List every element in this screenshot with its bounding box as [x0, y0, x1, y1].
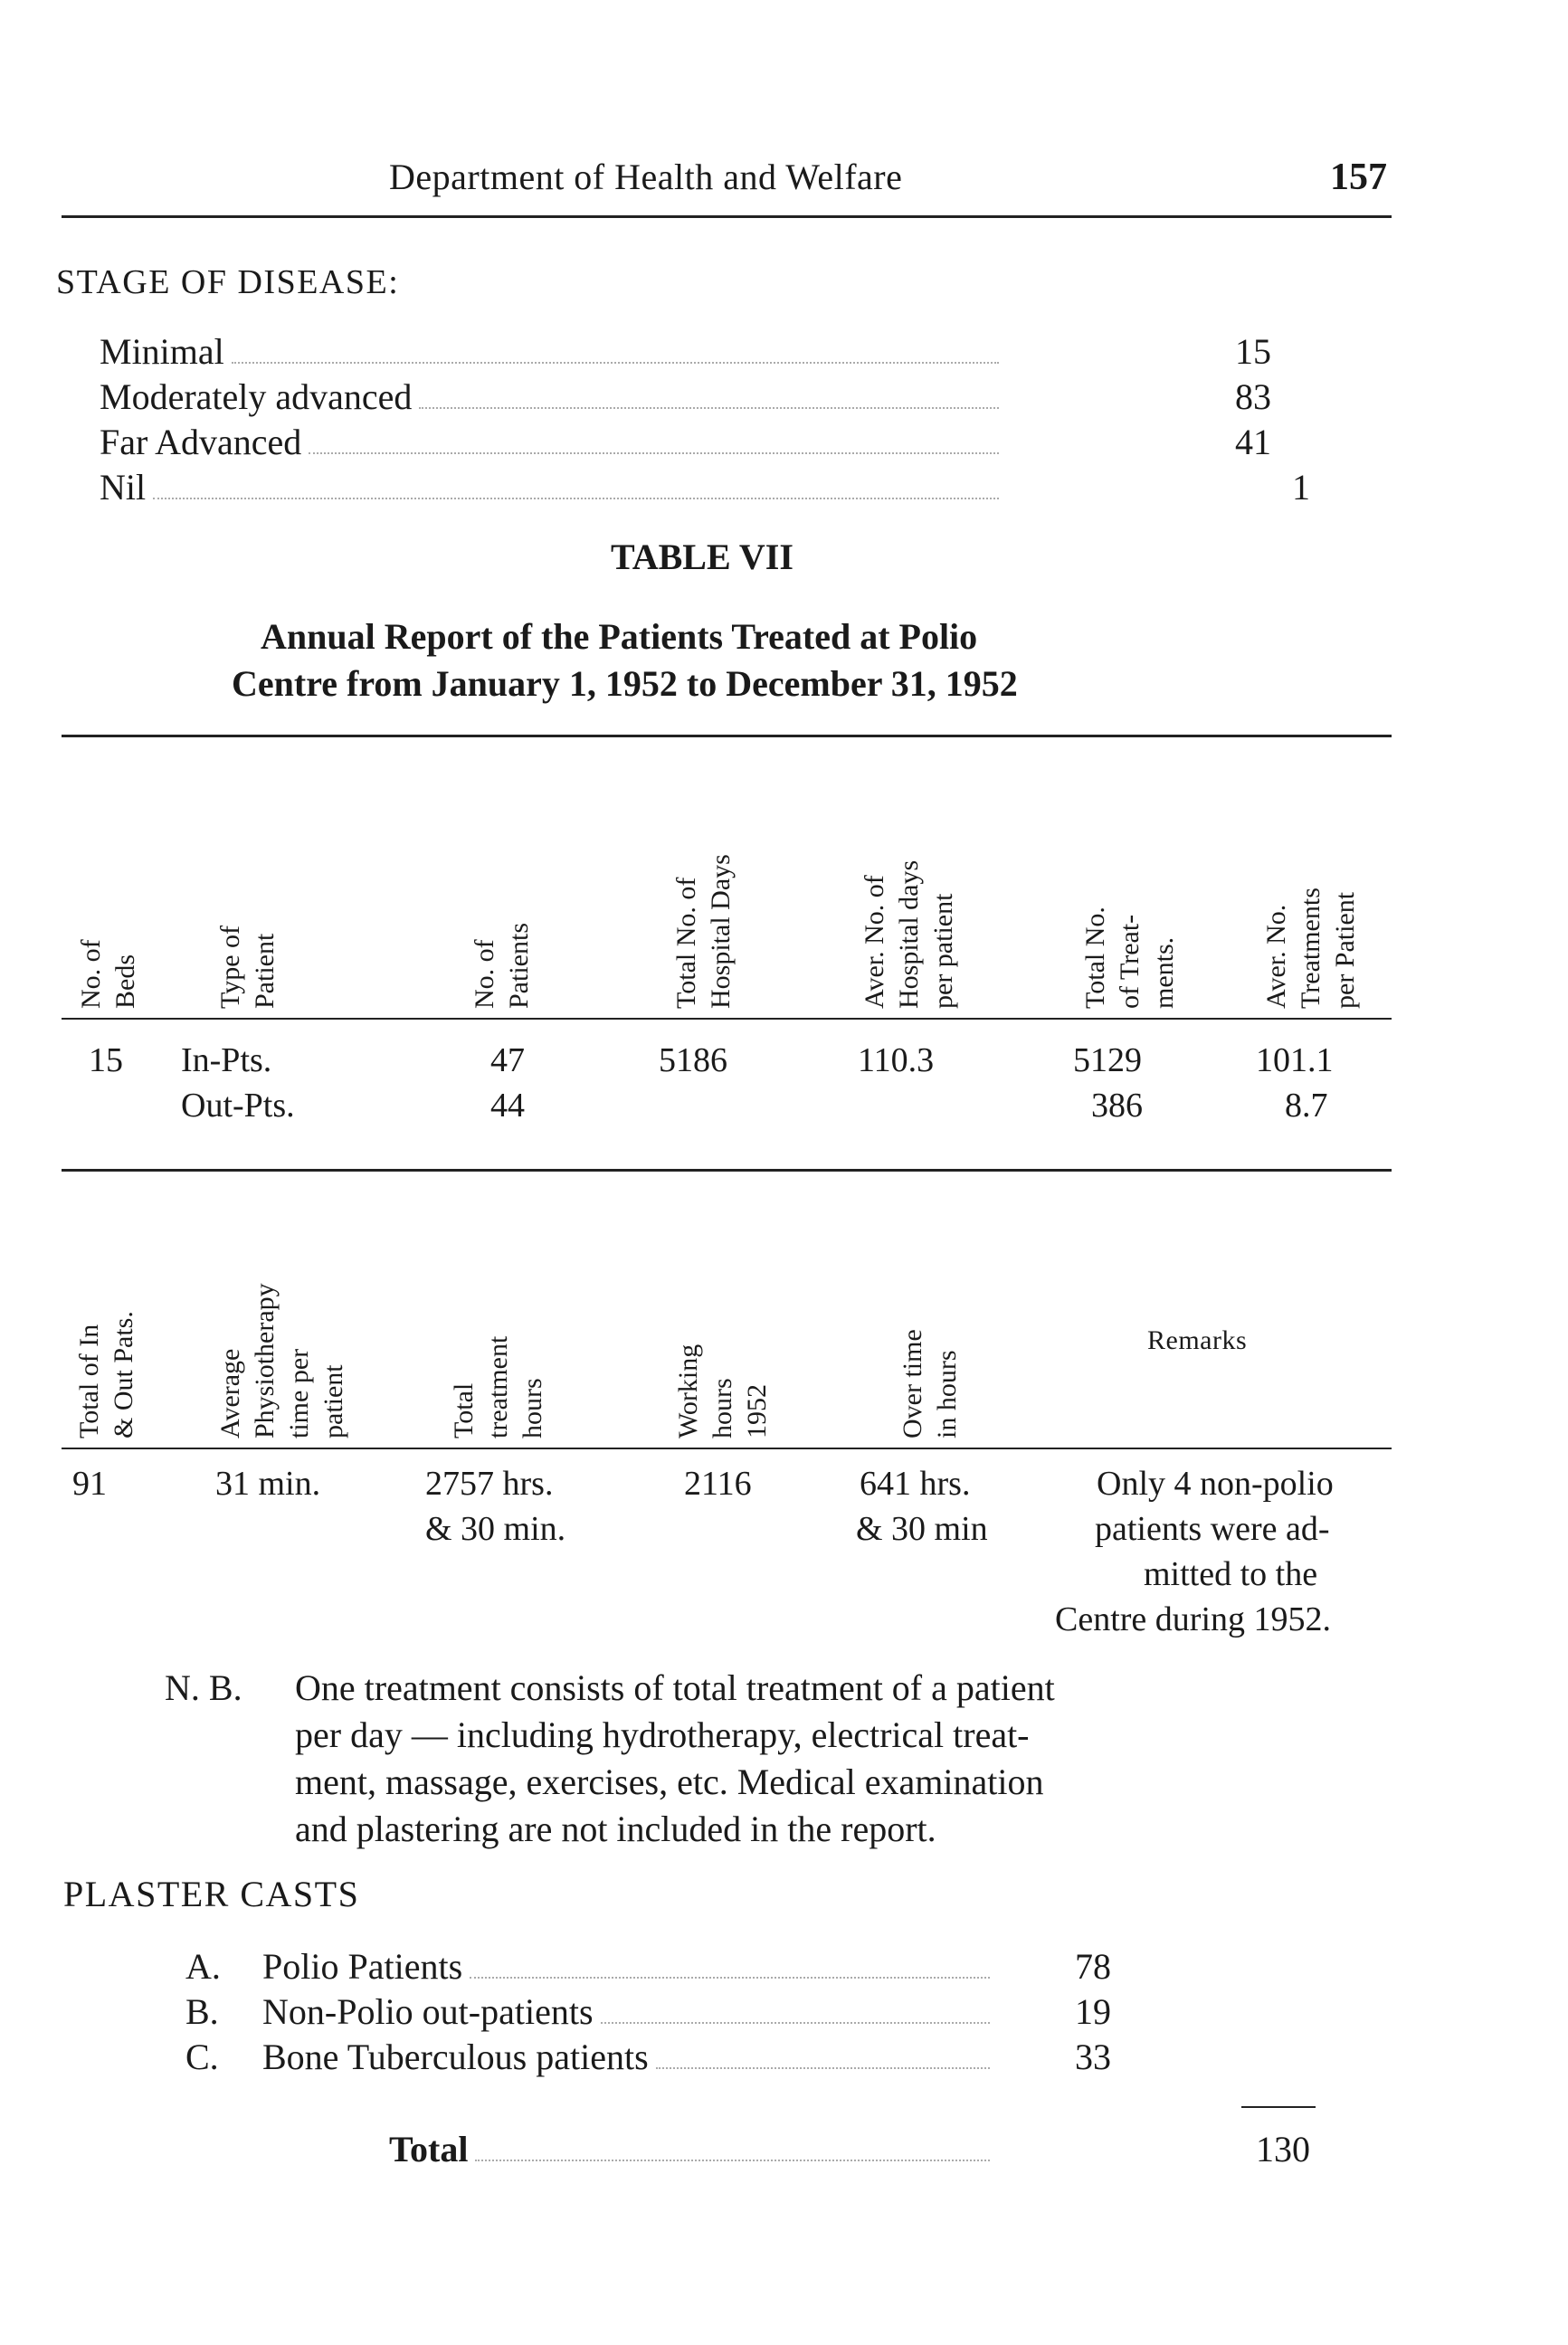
- col-head-avg-days: Aver. No. of Hospital days per patient: [860, 859, 958, 1009]
- col-head-total-in-out: Total of In & Out Pats.: [74, 1311, 138, 1438]
- plaster-total: Total: [389, 2128, 995, 2171]
- cell-avg-treatments-out: 8.7: [1285, 1087, 1328, 1125]
- cell-avg-time: 31 min.: [215, 1465, 321, 1503]
- col-head-hospital-days: Total No. of Hospital Days: [671, 854, 736, 1009]
- remarks-line-1: Only 4 non-polio: [1097, 1465, 1334, 1503]
- stage-item-minimal: Minimal: [100, 330, 1004, 374]
- lower-header-rule: [62, 1448, 1392, 1449]
- cell-beds: 15: [89, 1041, 123, 1079]
- table-number: TABLE VII: [611, 536, 794, 577]
- cell-patients-out: 44: [490, 1087, 525, 1125]
- note-prefix: N. B.: [165, 1667, 242, 1708]
- plaster-value-c: 33: [1075, 2036, 1111, 2077]
- table-title-line2: Centre from January 1, 1952 to December 31, 1952: [232, 663, 1018, 704]
- note-line-1: One treatment consists of total treatment of a patient: [295, 1667, 1055, 1708]
- stage-item-nil: Nil: [100, 466, 1004, 509]
- cell-working-hours: 2116: [684, 1465, 752, 1503]
- col-head-type: Type of Patient: [215, 925, 280, 1009]
- plaster-total-value: 130: [1256, 2129, 1310, 2169]
- stage-item-moderate: Moderately advanced: [100, 375, 1004, 419]
- page-number: 157: [1330, 157, 1387, 198]
- stage-heading: STAGE OF DISEASE:: [56, 263, 400, 301]
- running-title: Department of Health and Welfare: [389, 157, 903, 197]
- cell-avg-treatments-in: 101.1: [1256, 1041, 1334, 1079]
- col-head-beds: No. of Beds: [76, 939, 140, 1009]
- col-head-working-hours: Working hours 1952: [673, 1343, 772, 1438]
- cell-patients-in: 47: [490, 1041, 525, 1079]
- remarks-line-2: patients were ad-: [1095, 1510, 1330, 1548]
- note-line-2: per day — including hydrotherapy, electrical treat-: [295, 1714, 1030, 1755]
- upper-header-rule: [62, 1018, 1392, 1020]
- col-head-patients: No. of Patients: [470, 923, 534, 1009]
- cell-treatment-hours-2: & 30 min.: [425, 1510, 566, 1548]
- stage-value-moderate: 83: [1235, 376, 1271, 417]
- cell-type-out: Out-Pts.: [181, 1087, 295, 1125]
- table-title-line1: Annual Report of the Patients Treated at Polio: [261, 616, 978, 657]
- cell-hospital-days: 5186: [659, 1041, 727, 1079]
- cell-overtime-1: 641 hrs.: [860, 1465, 971, 1503]
- plaster-value-b: 19: [1075, 1991, 1111, 2032]
- plaster-item-c: Bone Tuberculous patients: [262, 2036, 995, 2079]
- plaster-letter-b: B.: [185, 1991, 219, 2032]
- cell-overtime-2: & 30 min: [856, 1510, 988, 1548]
- table-top-rule: [62, 735, 1392, 737]
- stage-value-nil: 1: [1292, 467, 1310, 508]
- cell-treatments-in: 5129: [1073, 1041, 1142, 1079]
- stage-item-far: Far Advanced: [100, 421, 1004, 464]
- col-head-overtime: Over time in hours: [898, 1329, 962, 1438]
- plaster-value-a: 78: [1075, 1946, 1111, 1987]
- plaster-item-a: Polio Patients: [262, 1945, 995, 1989]
- table-middle-rule: [62, 1169, 1392, 1172]
- cell-treatments-out: 386: [1091, 1087, 1143, 1125]
- col-head-remarks: Remarks: [1147, 1325, 1248, 1355]
- stage-value-far: 41: [1235, 422, 1271, 462]
- note-line-3: ment, massage, exercises, etc. Medical examination: [295, 1761, 1044, 1802]
- cell-treatment-hours-1: 2757 hrs.: [425, 1465, 554, 1503]
- col-head-treatment-hours: Total treatment hours: [449, 1335, 547, 1438]
- col-head-avg-treatments: Aver. No. Treatments per Patient: [1261, 888, 1360, 1009]
- plaster-letter-a: A.: [185, 1946, 221, 1987]
- col-head-treatments: Total No. of Treat- ments.: [1080, 907, 1179, 1009]
- remarks-line-4: Centre during 1952.: [1055, 1600, 1332, 1638]
- cell-total-in-out: 91: [72, 1465, 107, 1503]
- stage-value-minimal: 15: [1235, 331, 1271, 372]
- plaster-letter-c: C.: [185, 2036, 219, 2077]
- plaster-item-b: Non-Polio out-patients: [262, 1990, 995, 2034]
- total-rule: [1241, 2106, 1316, 2108]
- col-head-avg-physio: Average Physiotherapy time per patient: [215, 1283, 348, 1438]
- plaster-heading: PLASTER CASTS: [63, 1874, 360, 1914]
- header-rule: [62, 215, 1392, 218]
- cell-avg-days: 110.3: [858, 1041, 935, 1079]
- note-line-4: and plastering are not included in the report.: [295, 1809, 936, 1849]
- cell-type-in: In-Pts.: [181, 1041, 272, 1079]
- remarks-line-3: mitted to the: [1144, 1555, 1318, 1593]
